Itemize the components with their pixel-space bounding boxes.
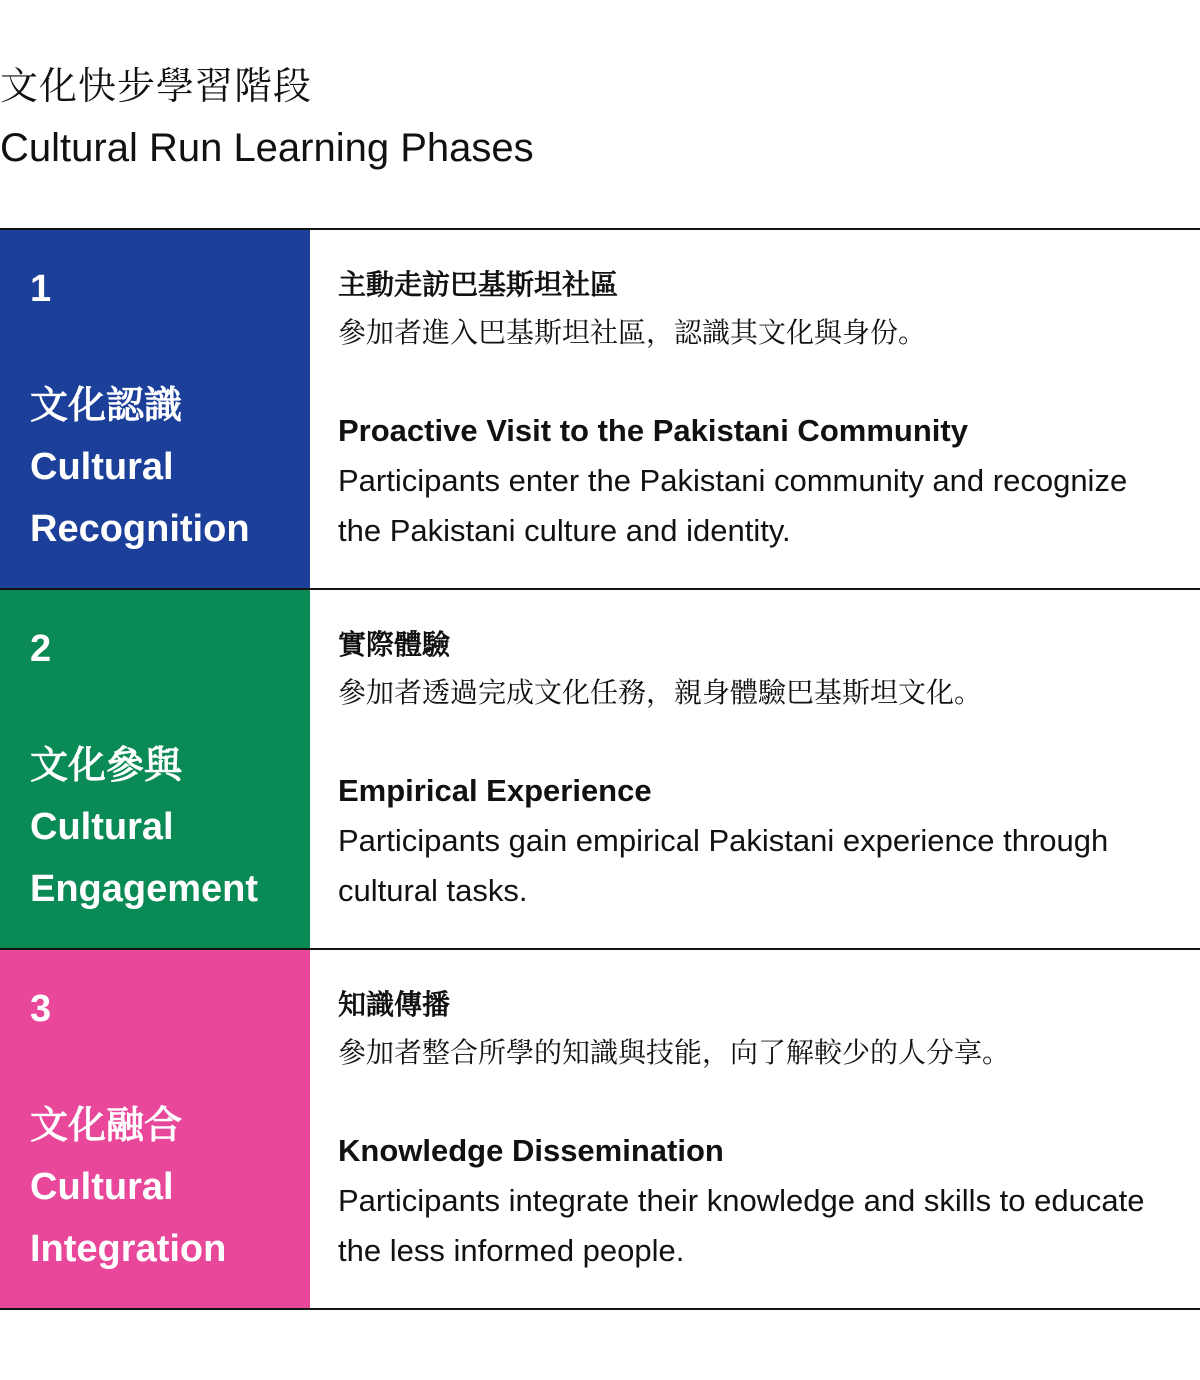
description-text-chinese: 參加者透過完成文化任務，親身體驗巴基斯坦文化。 [338,676,983,709]
phase-name-chinese: 文化認識 [30,383,183,427]
description-text-english: Participants gain empirical Pakistani experience through cultural tasks. [338,823,1109,908]
phase-name-english-line1: Cultural [30,1166,174,1208]
phase-name-english-line2: Engagement [30,868,259,910]
phase-name-chinese: 文化融合 [30,1103,183,1147]
phase-name [30,1094,226,1280]
page-title-chinese: 文化快步學習階段 [0,64,313,108]
description-text-english: Participants integrate their knowledge and skills to educate the less informed people. [338,1183,1145,1268]
description-heading-chinese: 主動走訪巴基斯坦社區 [338,268,619,301]
phase-name-english-line1: Cultural [30,446,174,488]
phase-1-label-panel [0,230,310,588]
description-heading-english: Knowledge Dissemination [338,1133,724,1168]
phase-3-description [310,950,1200,1308]
phases-table [0,228,1200,1310]
phase-row-2 [0,590,1200,950]
phase-1-description [310,230,1200,588]
description-heading-english: Proactive Visit to the Pakistani Community [338,413,968,448]
phase-number: 2 [30,628,52,670]
phase-name [30,734,258,920]
phase-2-description [310,590,1200,948]
phase-row-3 [0,950,1200,1310]
description-text-chinese: 參加者進入巴基斯坦社區，認識其文化與身份。 [338,316,927,349]
phase-row-1 [0,230,1200,590]
phase-name-english-line2: Recognition [30,508,250,550]
description-text-chinese: 參加者整合所學的知識與技能，向了解較少的人分享。 [338,1036,1011,1069]
phase-number: 3 [30,988,52,1030]
phase-name-english-line1: Cultural [30,806,174,848]
description-heading-chinese: 知識傳播 [338,988,451,1021]
phase-name [30,374,250,560]
page-header [0,58,1200,182]
page-title-english: Cultural Run Learning Phases [0,126,534,170]
phase-3-label-panel [0,950,310,1308]
phase-name-english-line2: Integration [30,1228,227,1270]
phase-2-label-panel [0,590,310,948]
description-text-english: Participants enter the Pakistani community and recognize the Pakistani culture and identity. [338,463,1128,548]
phase-name-chinese: 文化參與 [30,743,183,787]
description-heading-chinese: 實際體驗 [338,628,451,661]
description-heading-english: Empirical Experience [338,773,652,808]
phase-number: 1 [30,268,52,310]
